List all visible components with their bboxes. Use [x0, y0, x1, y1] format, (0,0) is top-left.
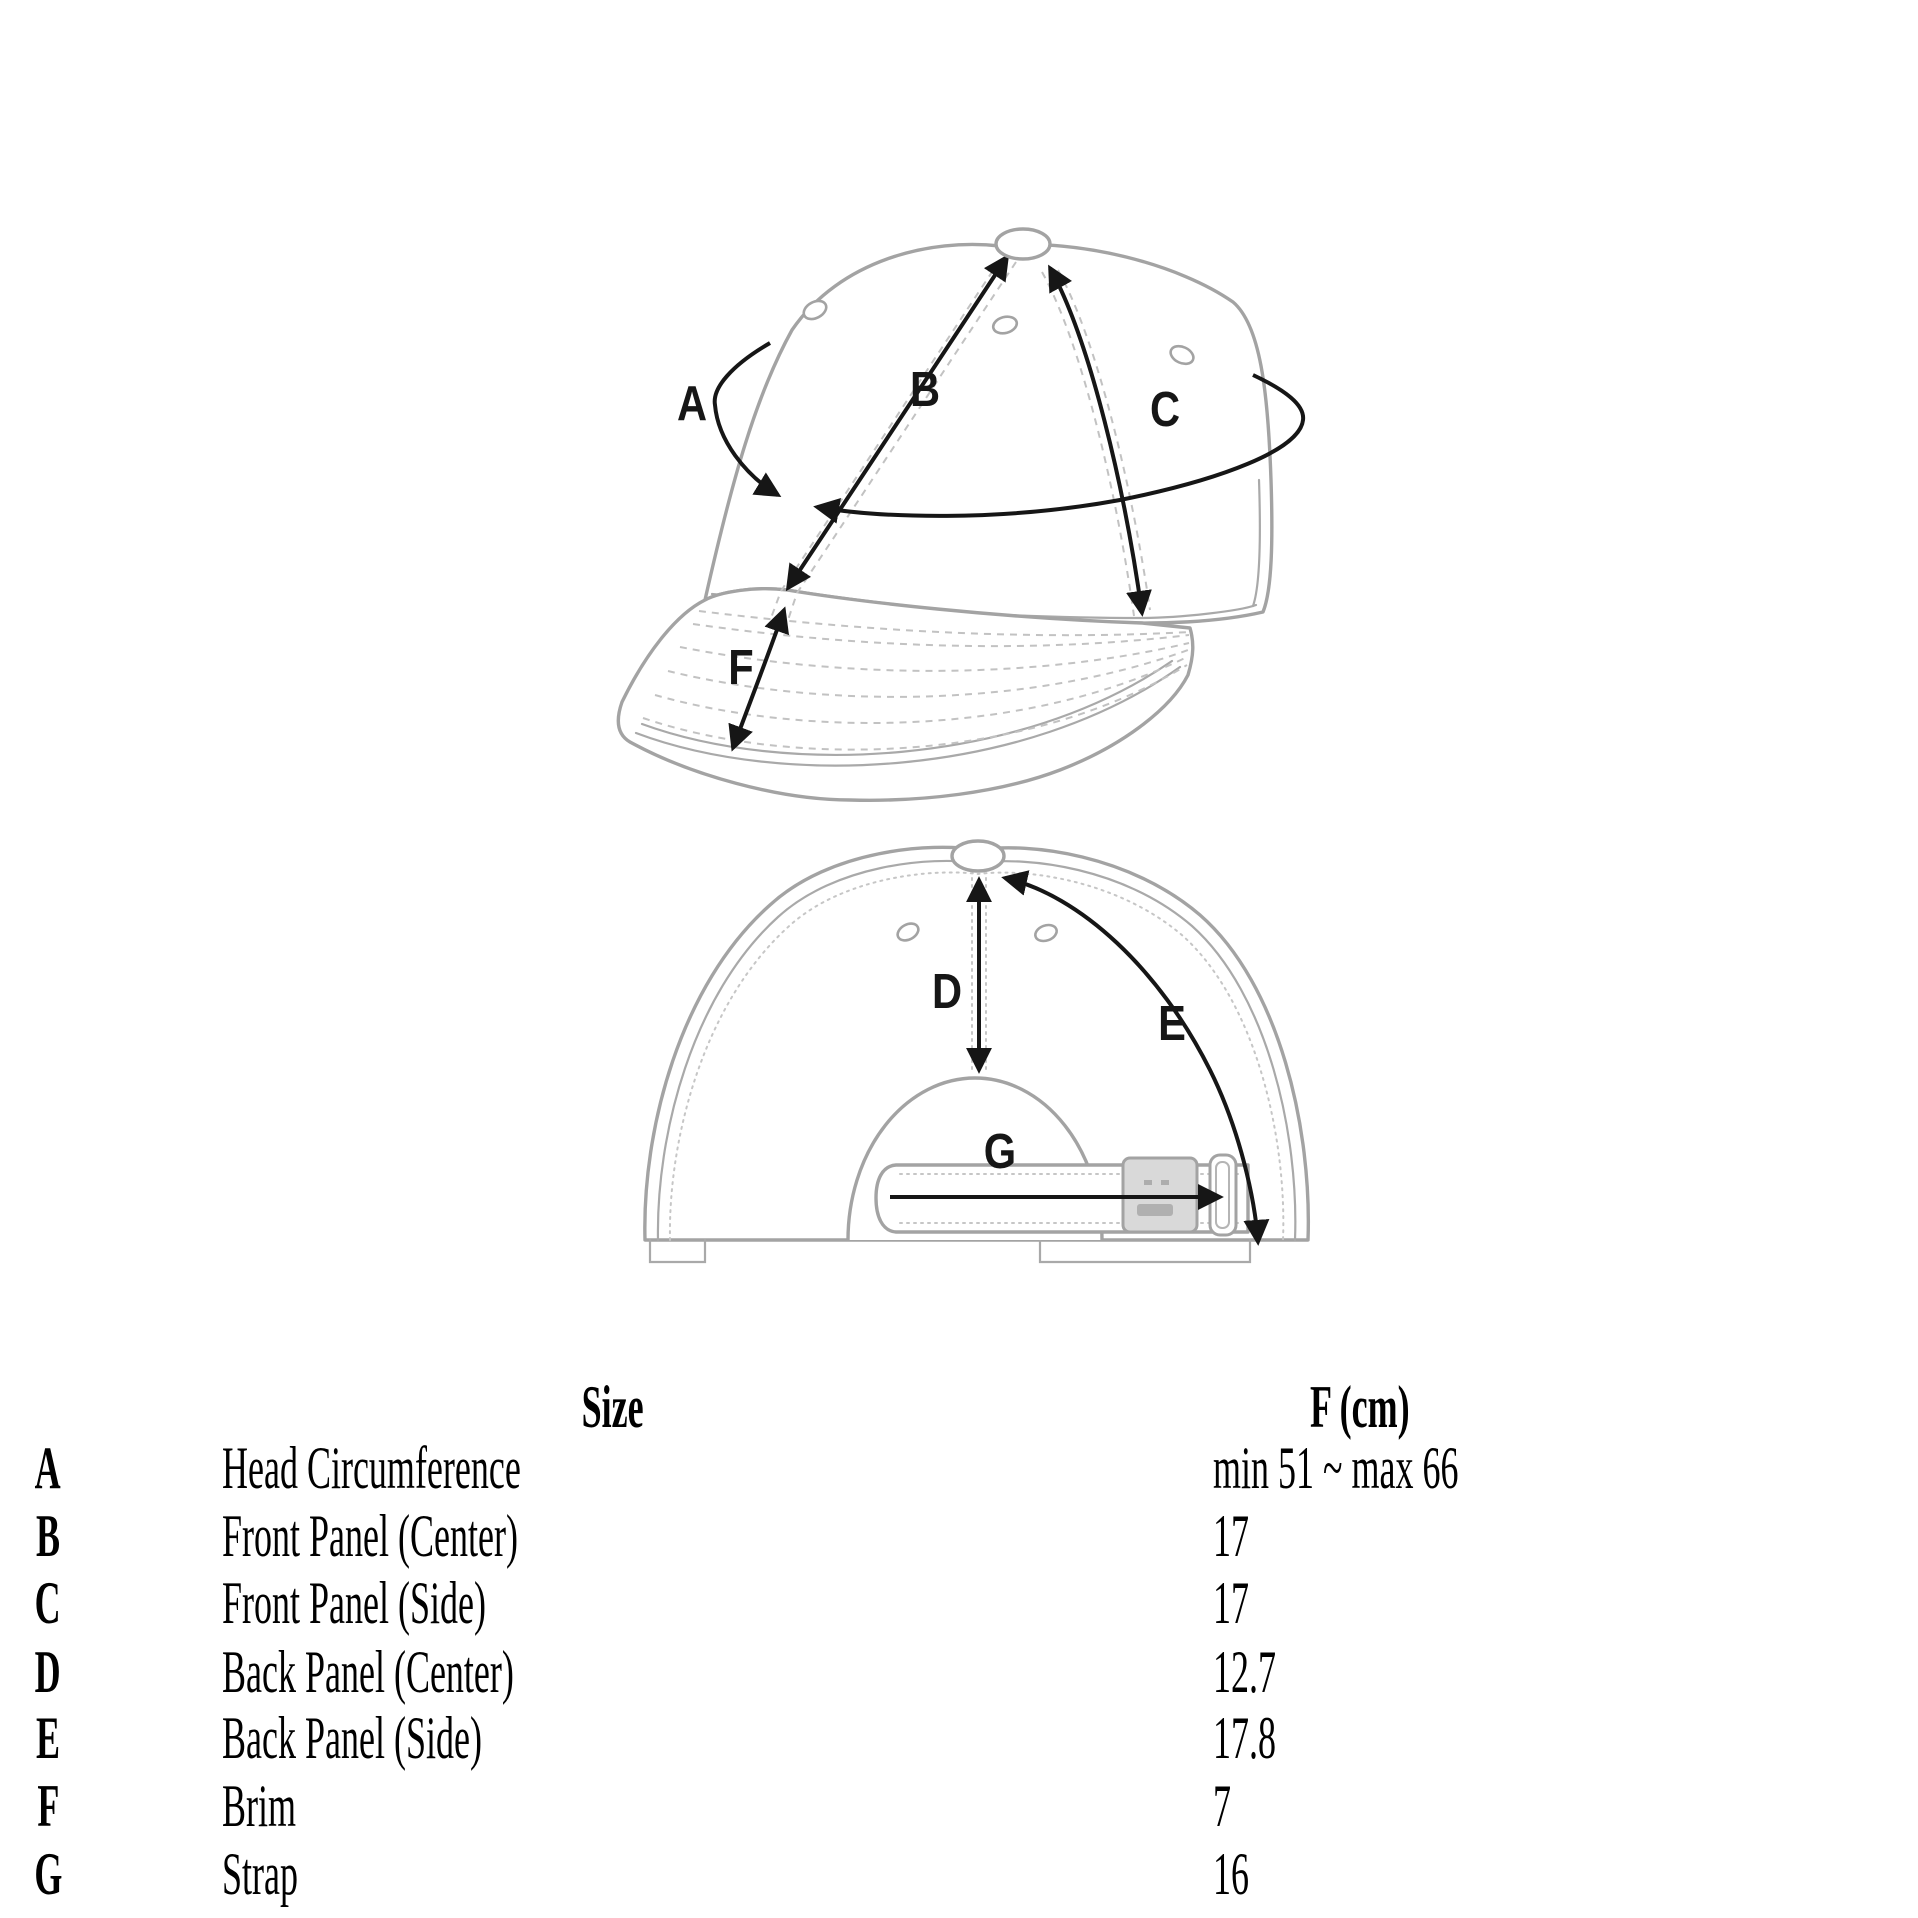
row-value: 17.8 — [1213, 1705, 1276, 1771]
table-header-fcm — [1310, 1374, 1476, 1440]
row-value: 17 — [1213, 1503, 1249, 1569]
cap-back-view-diagram — [600, 800, 1360, 1300]
row-key: A — [34, 1435, 62, 1501]
cap-side-view-diagram — [560, 150, 1360, 850]
row-key: D — [34, 1639, 62, 1705]
row-value: min 51 ~ max 66 — [1213, 1435, 1459, 1501]
row-value: 7 — [1213, 1773, 1231, 1839]
row-label: Back Panel (Side) — [222, 1705, 482, 1771]
row-key: B — [35, 1503, 61, 1569]
row-label: Strap — [222, 1841, 298, 1907]
table-header-size — [0, 1374, 1226, 1440]
row-value: 16 — [1213, 1841, 1249, 1907]
label-back-panel-center: D — [931, 963, 963, 1019]
cap-button — [996, 229, 1050, 259]
band-tab-right — [1040, 1240, 1250, 1262]
row-key: C — [34, 1570, 62, 1636]
row-label: Front Panel (Center) — [222, 1503, 518, 1569]
table-header-fcm-text: F (cm) — [1310, 1374, 1410, 1440]
row-value: 12.7 — [1213, 1639, 1276, 1705]
row-label: Head Circumference — [222, 1435, 521, 1501]
row-label: Back Panel (Center) — [222, 1639, 514, 1705]
buckle-mark-2 — [1161, 1180, 1169, 1185]
row-key: F — [37, 1773, 59, 1839]
crown-outline — [705, 244, 1272, 623]
label-head-circumference: A — [676, 375, 708, 431]
buckle-mark-1 — [1144, 1180, 1152, 1185]
row-label: Front Panel (Side) — [222, 1570, 486, 1636]
label-strap: G — [983, 1123, 1017, 1179]
label-front-panel-center: B — [909, 361, 941, 417]
table-header-size-text: Size — [582, 1374, 644, 1440]
row-value: 17 — [1213, 1570, 1249, 1636]
label-front-panel-side: C — [1149, 381, 1181, 437]
row-key: G — [33, 1841, 62, 1907]
buckle-mark-3 — [1137, 1204, 1173, 1216]
brim-outline — [618, 589, 1193, 801]
label-back-panel-side: E — [1158, 995, 1186, 1051]
row-key: E — [35, 1705, 61, 1771]
band-tab-left — [650, 1240, 705, 1262]
back-cap-button — [952, 841, 1004, 871]
label-brim: F — [728, 639, 754, 695]
row-label: Brim — [222, 1773, 297, 1839]
